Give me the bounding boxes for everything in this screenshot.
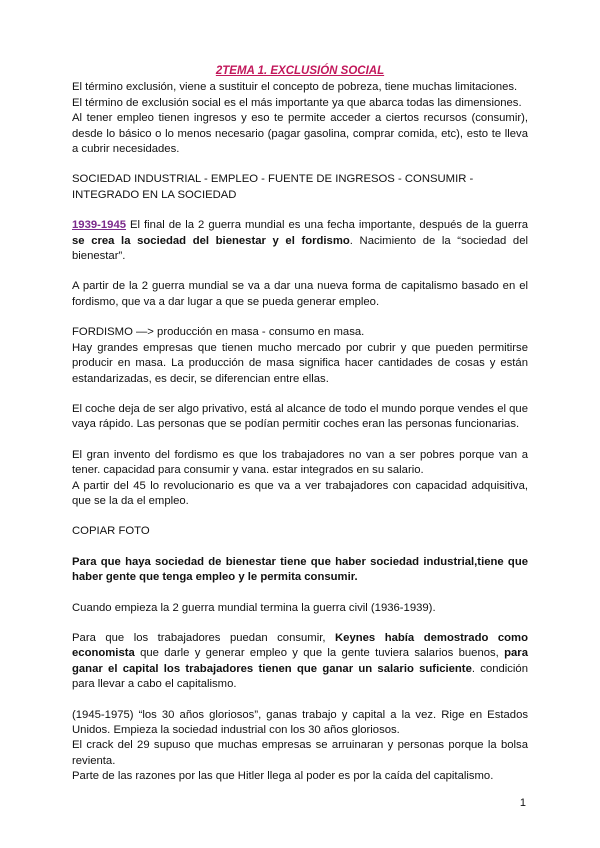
bold-span: se crea la sociedad del bienestar y el fordismo: [72, 234, 350, 247]
paragraph-crack-29: El crack del 29 supuso que muchas empresas se arruinaran y personas porque la bolsa revienta.: [72, 739, 528, 767]
paragraph-bienestar: [72, 555, 528, 586]
paragraph-copiar-foto: COPIAR FOTO: [72, 525, 150, 538]
document-page: [72, 64, 528, 785]
text-span: Para que los trabajadores puedan consumir,: [72, 631, 336, 644]
paragraph-gran-invento: El gran invento del fordismo es que los trabajadores no van a ser pobres porque van a tener. capacidad para consumir y vana. estar integrados en su salario.: [72, 448, 528, 477]
paragraph-30-anos: (1945-1975) “los 30 años gloriosos”, ganas trabajo y capital a la vez. Rige en Estados Unidos. Empieza la sociedad industrial con los 30 años gloriosos.: [72, 708, 528, 736]
text-span: . condición para llevar a cabo el capitalismo.: [72, 662, 528, 691]
paragraph-capitalismo: A partir de la 2 guerra mundial se va a dar una nueva forma de capitalismo basado en el fordismo, que va a dar lugar a que se pueda generar empleo.: [72, 280, 528, 308]
paragraph-sociedad-industrial: SOCIEDAD INDUSTRIAL - EMPLEO - FUENTE DE INGRESOS - CONSUMIR - INTEGRADO EN LA SOCIEDAD: [72, 173, 474, 201]
bold-span: Para que haya sociedad de bienestar tiene que haber sociedad industrial,tiene que haber gente que tenga empleo y le permita consumir.: [72, 555, 528, 584]
text-span: El final de la 2 guerra mundial es una fecha importante, después de la guerra: [126, 219, 528, 232]
paragraph-fordismo: FORDISMO —> producción en masa - consumo en masa.: [72, 326, 365, 339]
paragraph-guerra-civil: Cuando empieza la 2 guerra mundial termina la guerra civil (1936-1939).: [72, 601, 436, 614]
page-number: 1: [519, 797, 526, 809]
text-span: que darle y generar empleo y que la gente tuviera salarios buenos,: [134, 647, 505, 660]
bold-span: Keynes había demostrado como economista: [72, 631, 528, 660]
text-span: . Nacimiento de la “sociedad del bienestar”.: [72, 234, 528, 263]
paragraph-1939: [72, 218, 528, 264]
paragraph-coche: El coche deja de ser algo privativo, está al alcance de todo el mundo porque vendes el que vaya rápido. Las personas que se podían permitir coches eran las personas funcionarias.: [72, 402, 528, 431]
paragraph-keynes: [72, 631, 528, 693]
paragraph-exclusion: El término exclusión, viene a sustituir el concepto de pobreza, tiene muchas limitaciones.: [72, 81, 518, 94]
bold-span: para ganar el capital los trabajadores tienen que ganar un salario suficiente: [72, 647, 528, 675]
date-highlight: 1939-1945: [72, 219, 127, 232]
paragraph-exclusion-social: El término de exclusión social es el más importante ya que abarca todas las dimensiones.: [72, 96, 522, 109]
paragraph-hitler: Parte de las razones por las que Hitler llega al poder es por la caída del capitalismo.: [72, 770, 494, 783]
paragraph-45: A partir del 45 lo revolucionario es que va a ver trabajadores con capacidad adquisitiva, que se la da el empleo.: [72, 479, 528, 507]
paragraph-empresas: Hay grandes empresas que tienen mucho mercado por cubrir y que pueden permitirse producir en masa. La producción de masa significa hacer cantidades de cosas y están estandarizadas, es decir, se diferencian entre ellas.: [72, 341, 528, 385]
document-title: 2TEMA 1. EXCLUSIÓN SOCIAL: [215, 65, 385, 77]
paragraph-empleo: Al tener empleo tienen ingresos y eso te permite acceder a ciertos recursos (consumir), desde lo básico o lo menos necesario (pagar gasolina, comprar comida, etc), esto te lleva a cubrir necesidades.: [72, 112, 528, 156]
